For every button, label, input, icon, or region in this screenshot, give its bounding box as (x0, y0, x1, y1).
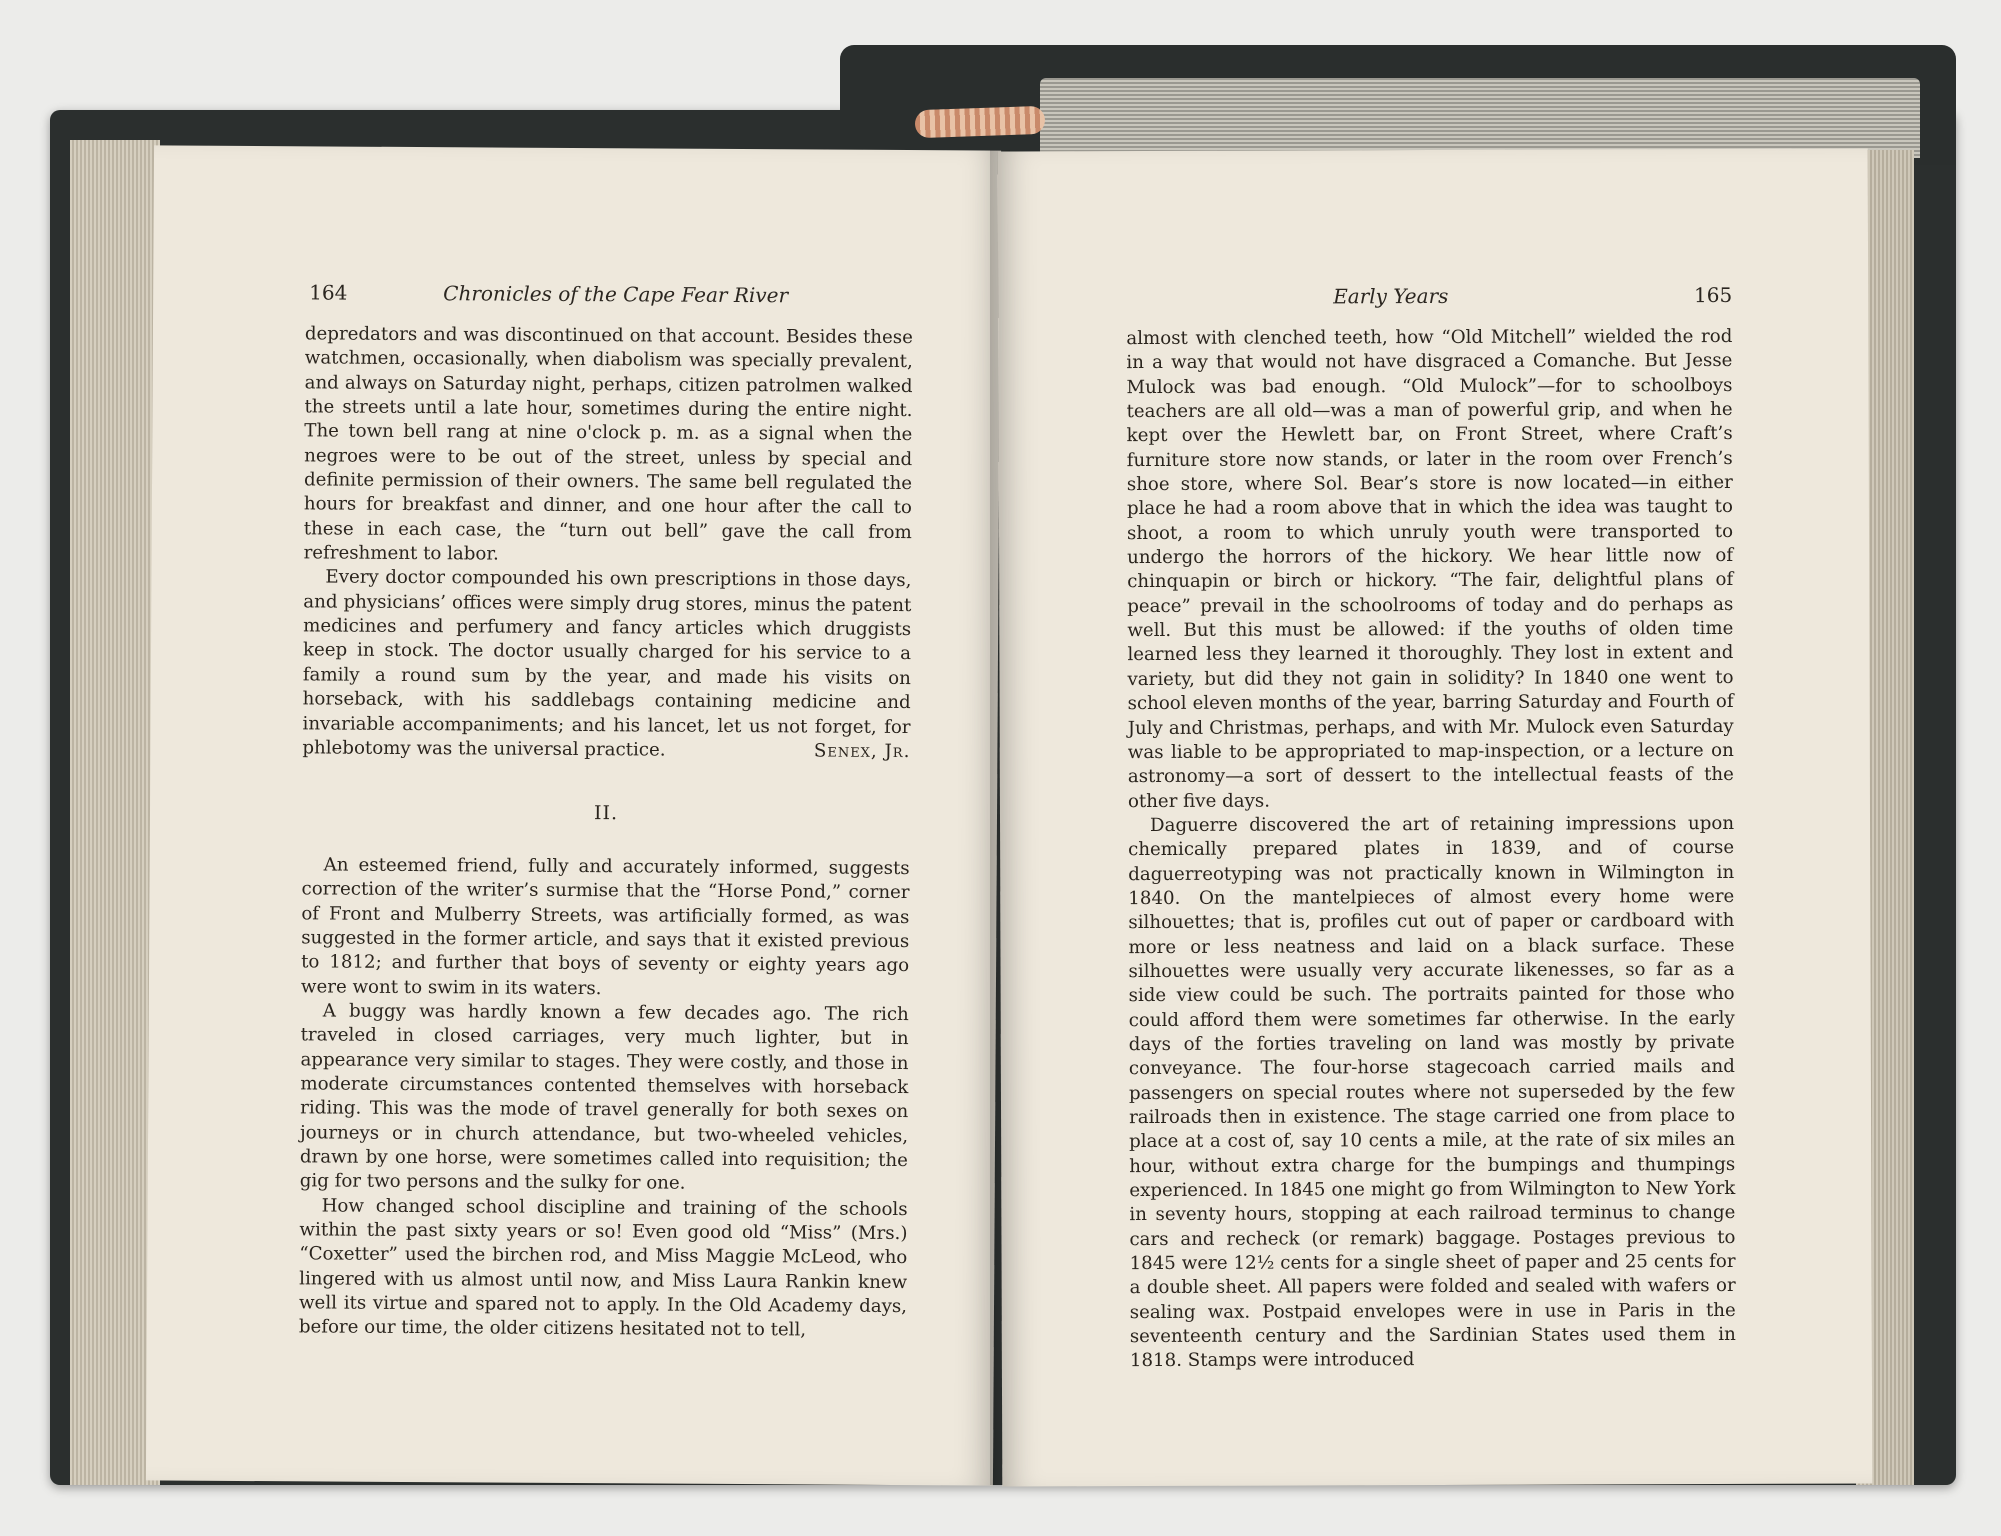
paragraph: depredators and was discontinued on that account. Besides these watchmen, occasionally, when diabolism was specially prevalent, and always on Saturday night, perhaps, citizen patrolmen walked the streets until a late hour, sometimes during the entire night. The town bell rang at nine o'clock p. m. as a signal when the negroes were to be out of the street, unless by special and definite permission of their owners. The same bell regulated the hours for breakfast and dinner, and one hour after the call to these in each case, the “turn out bell” gave the call from refreshment to labor. (303, 323, 913, 565)
right-page-number: 165 (1693, 282, 1733, 308)
paragraph: An esteemed friend, fully and accurately informed, suggests correction of the writer’s surmise that the “Horse Pond,” corner of Front and Mulberry Streets, was artificially formed, as was suggested in the former article, and says that it existed previous to 1812; and further that boys of seventy or eighty years ago were wont to swim in its waters. (300, 854, 910, 999)
page-stack-top (1040, 78, 1920, 158)
signature: Senex, Jr. (813, 740, 911, 763)
right-page (998, 148, 1873, 1486)
left-running-title: Chronicles of the Cape Fear River (443, 281, 789, 308)
left-page (146, 145, 1001, 1485)
right-running-head (1126, 283, 1732, 315)
paragraph: Every doctor compounded his own prescriptions in those days, and physicians’ offices were simply drug stores, minus the patent medicines and perfumery and fancy articles which druggists keep in stock. The doctor usually charged for his service to a family a round sum by the year, and made his visits on horseback, with his saddlebags containing medicine and invariable accompaniments; and his lancet, let us not forget, for phlebotomy was the universal practice. (302, 566, 912, 761)
bookmark-ribbon[interactable] (915, 106, 1046, 139)
paragraph: almost with clenched teeth, how “Old Mitchell” wielded the rod in a way that would not have disgraced a Comanche. But Jesse Mulock was bad enough. “Old Mulock”—for to schoolboys teachers are all old—was a man of powerful grip, and when he kept over the Hewlett bar, on Front Street, where Craft’s furniture store now stands, or later in the room over French’s shoe store, where Sol. Bear’s store is now located—in either place he had a room above that in which the idea was taught to shoot, a room to which unruly youth were transported to undergo the horrors of the hickory. We hear little now of chinquapin or birch or hickory. “The fair, delightful plans of peace” prevail in the schoolrooms of today and do perhaps as well. But this must be allowed: if the youths of olden time learned less they learned it thoroughly. They lost in extent and variety, but did they not gain in solidity? In 1840 one went to school eleven months of the year, barring Saturday and Fourth of July and Christmas, perhaps, and with Mr. Mulock even Saturday was liable to be appropriated to map-inspection, or a lecture on astronomy—a sort of dessert to the intellectual feasts of the other five days. (1126, 325, 1734, 812)
section-heading: II. (593, 801, 619, 824)
paragraph: How changed school discipline and training of the schools within the past sixty years or so! Even good old “Miss” (Mrs.) “Coxetter” used the birchen rod, and Miss Maggie McLeod, who lingered with us almost until now, and Miss Laura Rankin knew well its virtue and spared not to apply. In the Old Academy days, before our time, the older citizens hesitated not to tell, (298, 1195, 908, 1341)
paragraph: A buggy was hardly known a few decades ago. The rich traveled in closed carriages, very much lighter, but in appearance very similar to stages. They were costly, and those in moderate circumstances contented themselves with horseback riding. This was the mode of travel generally for both sexes on journeys or in church attendance, but two-wheeled vehicles, drawn by one horse, were sometimes called into requisition; the gig for two persons and the sulky for one. (299, 1000, 909, 1195)
left-text-block (299, 322, 913, 1343)
right-text-block (1126, 325, 1736, 1374)
right-running-title: Early Years (1333, 283, 1449, 309)
left-page-number: 164 (309, 280, 348, 305)
paragraph: Daguerre discovered the art of retaining impressions upon chemically prepared plates in 1839, and of course daguerreotyping was not practically known in Wilmington in 1840. On the mantelpieces of almost every home were silhouettes; that is, profiles cut out of paper or cardboard with more or less neatness and laid on a black surface. These silhouettes were usually very accurate likenesses, so far as a side view could be such. The portraits painted for those who could afford them were sometimes far otherwise. In the early days of the forties traveling on land was mostly by private conveyance. The four-horse stagecoach carried mails and passengers on special routes where not superseded by the few railroads then in existence. The stage carried one from place to place at a cost of, say 10 cents a mile, at the rate of six miles an hour, without extra charge for the bumpings and thumpings experienced. In 1845 one might go from Wilmington to New York in seventy hours, stopping at each railroad terminus to change cars and recheck (or remark) baggage. Postages previous to 1845 were 12½ cents for a single sheet of paper and 25 cents for a double sheet. All papers were folded and sealed with wafers or sealing wax. Postpaid envelopes were in use in Paris in the seventeenth century and the Sardinian States used them in 1818. Stamps were introduced (1128, 812, 1736, 1372)
left-running-head (309, 280, 913, 314)
